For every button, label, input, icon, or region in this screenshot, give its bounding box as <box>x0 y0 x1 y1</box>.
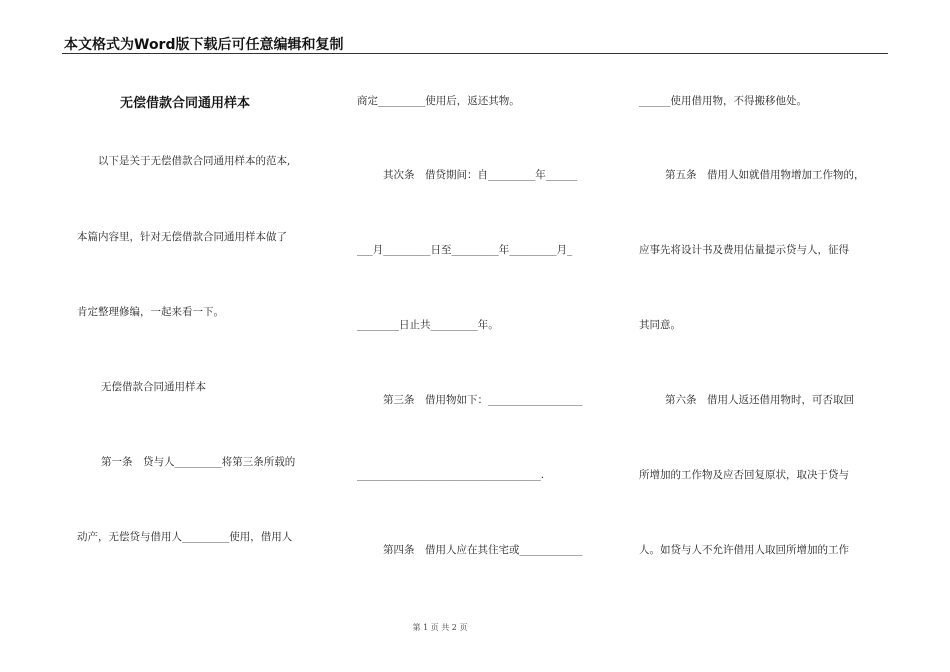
col2-line-1: 商定_________使用后，返还其物。 <box>357 95 520 107</box>
header-divider <box>62 53 888 54</box>
col1-line-1: 以下是关于无偿借款合同通用样本的范本, <box>98 155 291 167</box>
col3-line-4: 其同意。 <box>639 319 681 331</box>
page-number: 第 1 页 共 2 页 <box>412 623 468 632</box>
col3-line-6: 所增加的工作物及应否回复原状，取决于贷与 <box>639 469 849 481</box>
col2-line-7: 第四条 借用人应在其住宅或____________ <box>383 544 583 556</box>
col2-line-6: ___________________________________. <box>357 469 545 481</box>
col1-line-2: 本篇内容里，针对无偿借款合同通用样本做了 <box>77 231 287 243</box>
col3-line-5: 第六条 借用人返还借用物时，可否取回 <box>665 394 854 406</box>
header-banner: 本文格式为Word版下载后可任意编辑和复制 <box>64 37 344 53</box>
col3-line-1: ______使用借用物，不得搬移他处。 <box>639 95 807 107</box>
col1-line-3: 肯定整理修编，一起来看一下。 <box>77 306 224 318</box>
col2-line-2: 其次条 借贷期间：自_________年______ <box>383 169 578 181</box>
col1-line-6: 动产，无偿贷与借用人_________使用，借用人 <box>77 531 293 543</box>
document-title: 无偿借款合同通用样本 <box>120 96 251 111</box>
col3-line-2: 第五条 借用人如就借用物增加工作物的， <box>665 169 865 181</box>
col1-subtitle: 无偿借款合同通用样本 <box>101 381 206 393</box>
col3-line-7: 人。如贷与人不允许借用人取回所增加的工作 <box>639 544 849 556</box>
col2-line-3: ___月_________日至_________年_________月_ <box>357 244 573 256</box>
col3-line-3: 应事先将设计书及费用估量提示贷与人，征得 <box>639 244 849 256</box>
col2-line-5: 第三条 借用物如下：__________________ <box>383 394 583 406</box>
col2-line-4: ________日止共_________年。 <box>357 319 499 331</box>
col1-line-5: 第一条 贷与人_________将第三条所载的 <box>101 456 296 468</box>
